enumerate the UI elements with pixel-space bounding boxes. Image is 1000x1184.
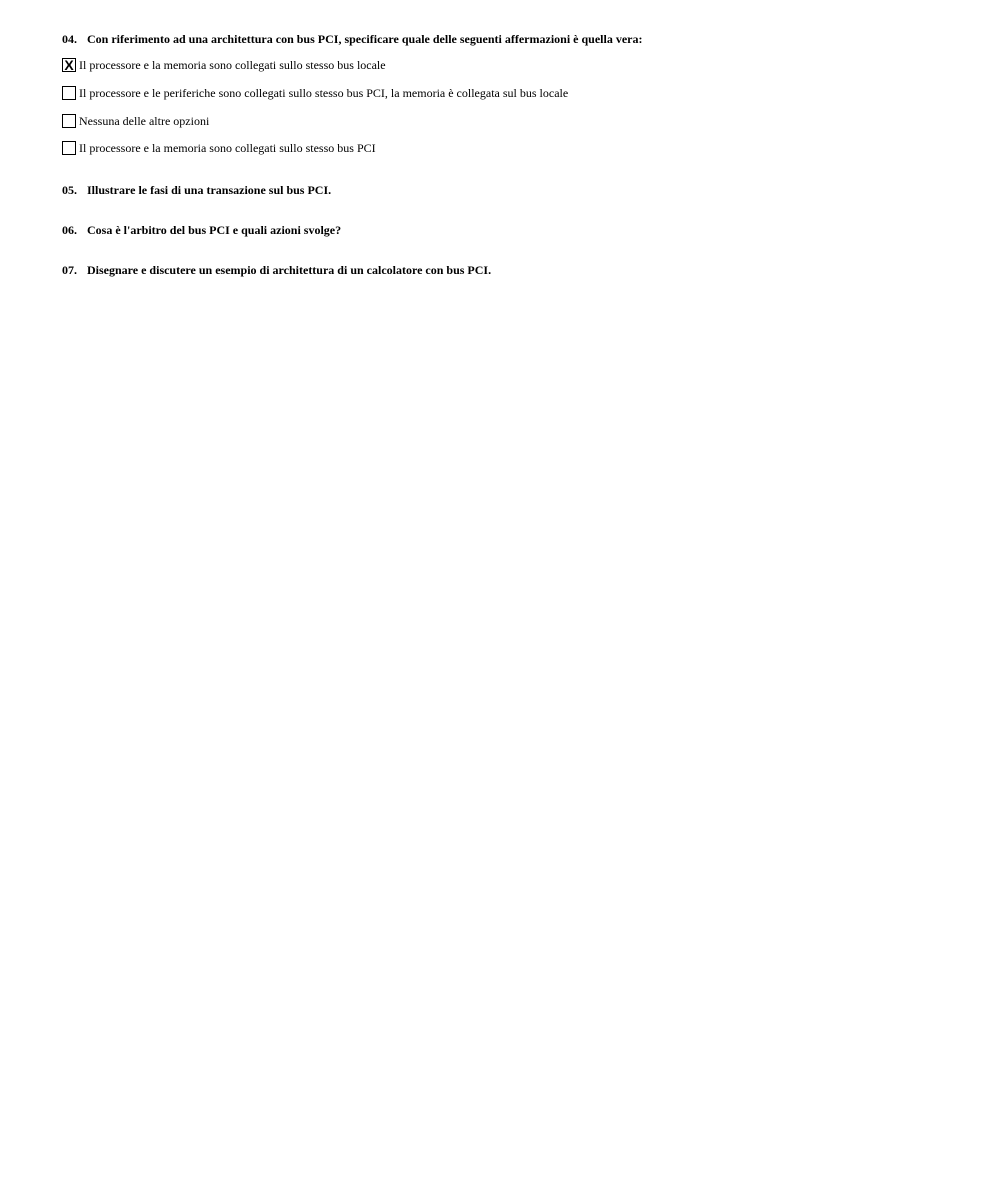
option-label: Il processore e le periferiche sono collegati sullo stesso bus PCI, la memoria è collegata sul bus locale bbox=[79, 86, 569, 100]
checkbox-unchecked[interactable] bbox=[62, 141, 76, 155]
question-number: 04. bbox=[62, 32, 77, 46]
question-number: 06. bbox=[62, 223, 77, 237]
option-2[interactable] bbox=[62, 85, 568, 101]
checkbox-unchecked[interactable] bbox=[62, 114, 76, 128]
question-07 bbox=[62, 263, 491, 277]
option-1[interactable] bbox=[62, 57, 386, 73]
question-number: 07. bbox=[62, 263, 77, 277]
question-text: Con riferimento ad una architettura con bus PCI, specificare quale delle seguenti affermazioni è quella vera: bbox=[87, 32, 643, 46]
option-4[interactable] bbox=[62, 140, 376, 156]
option-label: Il processore e la memoria sono collegati sullo stesso bus PCI bbox=[79, 141, 376, 155]
question-04 bbox=[62, 32, 643, 46]
option-label: Nessuna delle altre opzioni bbox=[79, 114, 210, 128]
question-text: Disegnare e discutere un esempio di architettura di un calcolatore con bus PCI. bbox=[87, 263, 492, 277]
question-06 bbox=[62, 223, 341, 237]
question-text: Illustrare le fasi di una transazione sul bus PCI. bbox=[87, 183, 332, 197]
checkbox-unchecked[interactable] bbox=[62, 86, 76, 100]
x-mark-icon: X bbox=[64, 57, 74, 73]
question-05 bbox=[62, 183, 331, 197]
option-3[interactable] bbox=[62, 113, 209, 129]
question-text: Cosa è l'arbitro del bus PCI e quali azioni svolge? bbox=[87, 223, 342, 237]
option-label: Il processore e la memoria sono collegati sullo stesso bus locale bbox=[79, 58, 386, 72]
question-number: 05. bbox=[62, 183, 77, 197]
checkbox-checked[interactable] bbox=[62, 58, 76, 72]
